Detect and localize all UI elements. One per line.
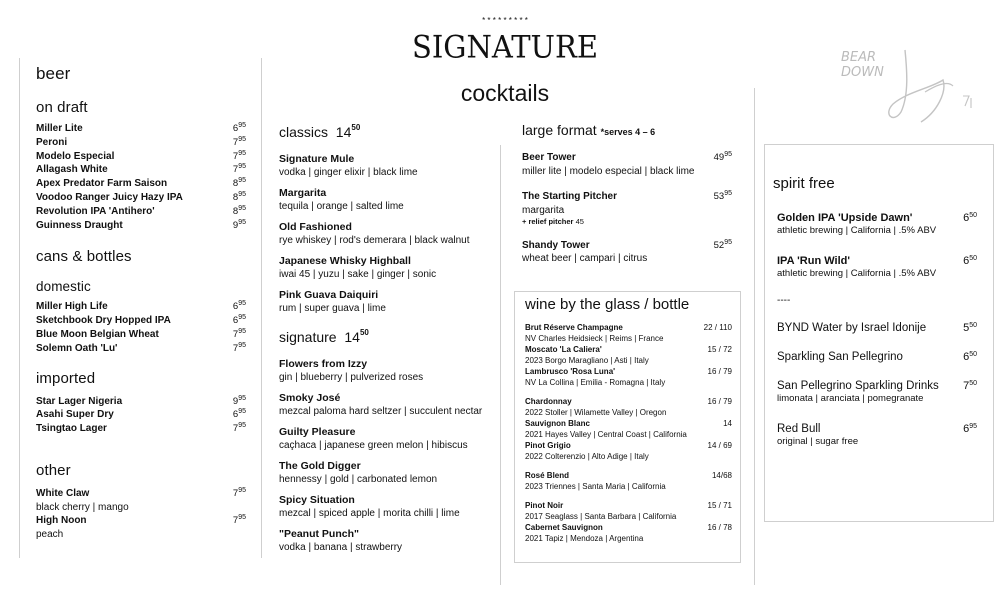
list-item: Asahi Super Dry $6^{95}$: [36, 408, 246, 421]
list-item: Sauvignon Blanc 14 2021 Hayes Valley | Central Coast | California: [525, 419, 732, 439]
list-item: "Peanut Punch" vodka | banana | strawberry: [279, 528, 403, 553]
column-divider: [19, 58, 20, 558]
list-item: Pinot Noir 15 / 71 2017 Seaglass | Santa Barbara | California: [525, 501, 732, 521]
classics-heading: classics $14^{50}$: [279, 123, 361, 140]
spirit-free-divider: ----: [777, 295, 791, 306]
wine-heading: wine by the glass / bottle: [525, 296, 690, 313]
list-item: Old Fashioned rye whiskey | rod's demerara | black walnut: [279, 221, 470, 246]
on-draft-list: [36, 122, 246, 232]
item-description: peach: [36, 528, 64, 540]
list-item: High Noon $7^{95}$: [36, 513, 246, 526]
list-item: Signature Mule vodka | ginger elixir | black lime: [279, 153, 418, 178]
list-item: Apex Predator Farm Saison $8^{95}$: [36, 177, 246, 190]
list-item: Smoky José mezcal paloma hard seltzer | succulent nectar: [279, 392, 483, 417]
list-item: Sparkling San Pellegrino $6^{50}$: [777, 351, 977, 363]
handwritten-signature: BEAR DOWN: [835, 40, 995, 135]
wine-box: [514, 291, 741, 563]
list-item: Lambrusco 'Rosa Luna' 16 / 79 NV La Collina | Emilia - Romagna | Italy: [525, 367, 732, 387]
on-draft-heading: on draft: [36, 99, 88, 116]
list-item: Brut Réserve Champagne 22 / 110 NV Charles Heidsieck | Reims | France: [525, 323, 732, 343]
large-format-list: [522, 151, 732, 265]
list-item: The Gold Digger hennessy | gold | carbonated lemon: [279, 460, 438, 485]
domestic-list: [36, 300, 246, 355]
column-divider: [754, 88, 755, 585]
list-item: Margarita tequila | orange | salted lime: [279, 187, 404, 212]
list-item: Pink Guava Daiquiri rum | super guava | lime: [279, 289, 386, 314]
classics-price: $14^{50}$: [335, 123, 361, 140]
list-item: Guinness Draught $9^{95}$: [36, 218, 246, 231]
list-item: IPA 'Run Wild' $6^{50}$ athletic brewing | California | .5% ABV: [777, 255, 977, 279]
domestic-heading: domestic: [36, 279, 91, 295]
list-item: Blue Moon Belgian Wheat $7^{95}$: [36, 327, 246, 340]
list-item: Cabernet Sauvignon 16 / 78 2021 Tapiz | Mendoza | Argentina: [525, 523, 732, 543]
beer-heading: beer: [36, 64, 71, 83]
list-item: Flowers from Izzy gin | blueberry | pulverized roses: [279, 358, 424, 383]
page-title: cocktails: [460, 80, 550, 106]
column-divider: [500, 145, 501, 585]
brand-logo: SIGNATURE: [411, 29, 598, 65]
list-item: Sketchbook Dry Hopped IPA $6^{95}$: [36, 314, 246, 327]
column-divider: [261, 58, 262, 558]
list-item: Star Lager Nigeria $9^{95}$: [36, 394, 246, 407]
list-item: Beer Tower $49^{95}$ miller lite | modelo especial | black lime: [522, 151, 732, 177]
imported-list: [36, 395, 246, 436]
other-list: [36, 487, 246, 541]
beer-column: [36, 64, 246, 541]
list-item: San Pellegrino Sparkling Drinks $7^{50}$ limonata | aranciata | pomegranate: [777, 380, 977, 404]
list-item: Spicy Situation mezcal | spiced apple | morita chilli | lime: [279, 494, 460, 519]
list-item: Peroni $7^{95}$: [36, 135, 246, 148]
list-item: Red Bull $6^{95}$ original | sugar free: [777, 423, 977, 447]
list-item: BYND Water by Israel Idonije $5^{50}$: [777, 322, 977, 334]
list-item: Japanese Whisky Highball iwai 45 | yuzu | sake | ginger | sonic: [279, 255, 437, 280]
list-item: Modelo Especial $7^{95}$: [36, 149, 246, 162]
spirit-free-heading: spirit free: [773, 175, 835, 192]
cans-bottles-heading: cans & bottles: [36, 248, 132, 266]
cocktails-column: [279, 124, 494, 554]
large-format-section: [522, 122, 732, 265]
list-item: Allagash White $7^{95}$: [36, 163, 246, 176]
list-item: Voodoo Ranger Juicy Hazy IPA $8^{95}$: [36, 190, 246, 203]
relief-pitcher-addon: + relief pitcher 45: [522, 216, 584, 226]
list-item: White Claw $7^{95}$: [36, 486, 246, 499]
list-item: Pinot Grigio 14 / 69 2022 Colterenzio | Alto Adige | Italy: [525, 441, 732, 461]
classics-list: [279, 152, 494, 315]
list-item: Guilty Pleasure caçhaca | japanese green melon | hibiscus: [279, 426, 468, 451]
list-item: Moscato 'La Caliera' 15 / 72 2023 Borgo Maragliano | Asti | Italy: [525, 345, 732, 365]
list-item: Chardonnay 16 / 79 2022 Stoller | Wilamette Valley | Oregon: [525, 397, 732, 417]
item-description: black cherry | mango: [36, 501, 129, 513]
spirit-free-box: [764, 144, 994, 522]
list-item: Miller High Life $6^{95}$: [36, 300, 246, 313]
list-item: Solemn Oath 'Lu' $7^{95}$: [36, 341, 246, 354]
header-stars: * * * * * * * * *: [482, 16, 528, 25]
list-item: Tsingtao Lager $7^{95}$: [36, 422, 246, 435]
large-format-heading: large format *serves 4 – 6: [522, 122, 656, 138]
list-item: The Starting Pitcher $53^{95}$ margarita + relief pitcher 45: [522, 189, 732, 226]
list-item: Miller Lite $6^{95}$: [36, 122, 246, 134]
imported-heading: imported: [36, 369, 96, 387]
other-heading: other: [36, 461, 71, 479]
signature-list: [279, 357, 494, 554]
list-item: Revolution IPA 'Antihero' $8^{95}$: [36, 204, 246, 217]
list-item: Shandy Tower $52^{95}$ wheat beer | campari | citrus: [522, 238, 732, 265]
list-item: Rosé Blend 14/68 2023 Triennes | Santa Maria | California: [525, 471, 732, 491]
signature-heading: signature $14^{50}$: [279, 328, 369, 345]
signature-price: $14^{50}$: [344, 328, 369, 345]
list-item: Golden IPA 'Upside Dawn' $6^{50}$ athletic brewing | California | .5% ABV: [777, 212, 977, 236]
